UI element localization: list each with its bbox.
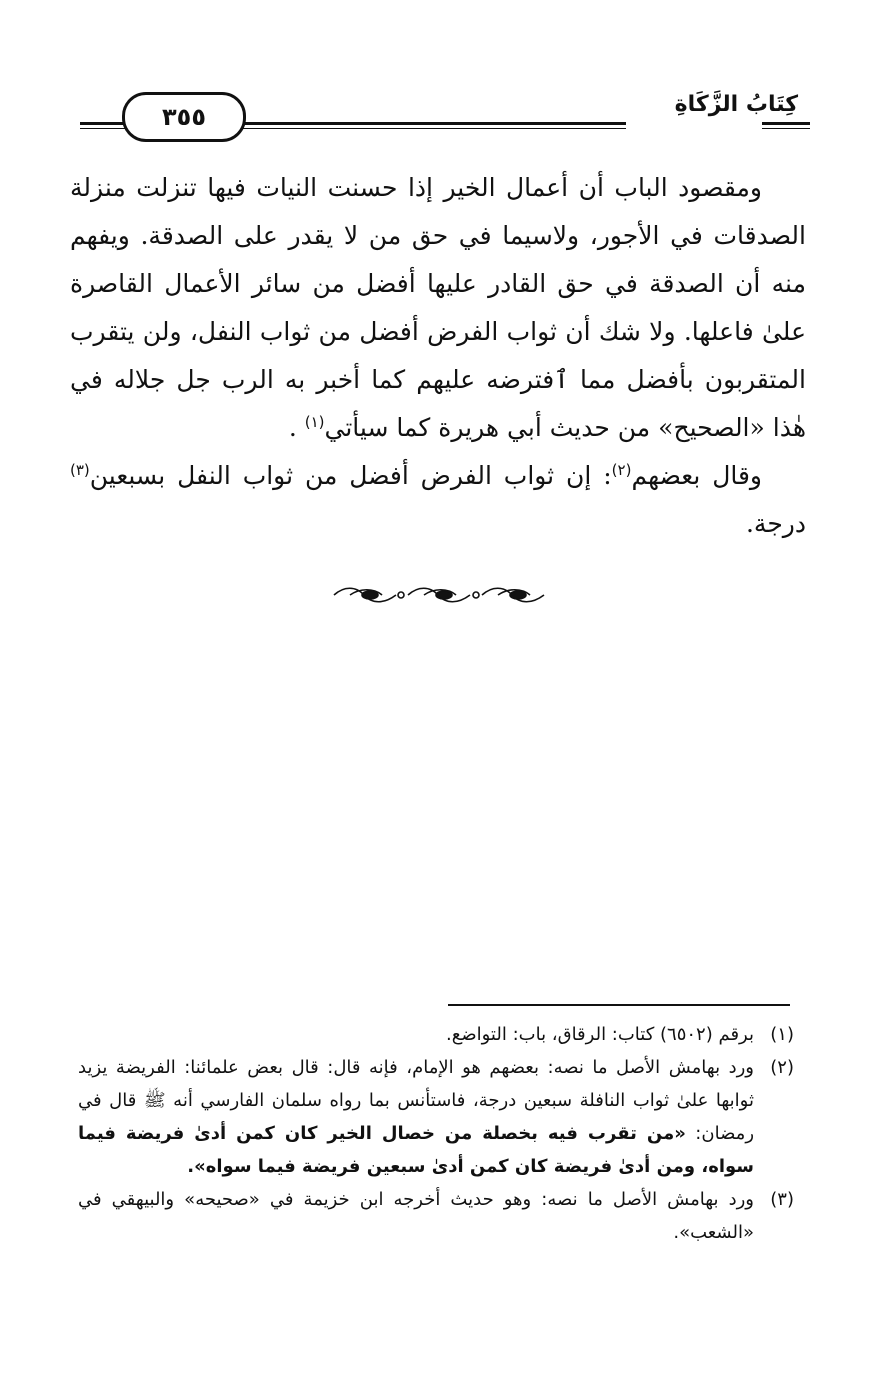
header-rule-left xyxy=(80,122,126,125)
main-text xyxy=(70,164,806,548)
text-line: جلاله في هٰذا «الصحيح» من حديث أبي هريرة كما سيأتي xyxy=(70,365,806,442)
footnote-2 xyxy=(78,1051,794,1183)
text-line: : إن ثواب الفرض أفضل من ثواب النفل بسبعين xyxy=(89,461,612,490)
footnote-text: برقم (٦٥٠٢) كتاب: الرقاق، باب: التواضع. xyxy=(446,1024,754,1045)
page-header xyxy=(80,88,810,148)
sentence-end: . xyxy=(288,413,305,442)
header-rule-middle-thin xyxy=(238,128,626,129)
footnote-text: ورد بهامش الأصل ما نصه: وهو حديث أخرجه ابن خزيمة في «صحيحه» والبيهقي في «الشعب». xyxy=(78,1189,754,1243)
header-rule-right xyxy=(762,122,810,125)
header-rule-left-thin xyxy=(80,128,126,129)
text-line: يتقرب المتقربون بأفضل مما ٱفترضه عليهم كما أخبر به الرب جل xyxy=(70,317,806,394)
footnote-separator xyxy=(448,1004,790,1006)
ornament-divider xyxy=(330,582,550,608)
header-rule-middle xyxy=(238,122,626,125)
footnote-number: (٢) xyxy=(770,1057,794,1078)
footnote-ref-1[interactable]: (١) xyxy=(304,413,325,431)
text-line: ومقصود الباب أن أعمال الخير إذا حسنت النيات فيها تنزلت منزلة xyxy=(70,173,762,202)
text-line: وقال بعضهم xyxy=(631,461,762,490)
text-line: منه أن الصدقة في حق القادر عليها أفضل من سائر الأعمال القاصرة xyxy=(70,269,806,298)
text-line: درجة. xyxy=(745,509,806,538)
text-line: الصدقات في الأجور، ولاسيما في حق من لا يقدر على الصدقة. ويفهم xyxy=(70,221,806,250)
footnote-text: ورد بهامش الأصل ما نصه: بعضهم هو الإمام، فإنه قال: قال بعض علمائنا: الفريضة يزيد ثوابها علىٰ ثواب النافلة سبعين درجة، فاستأنس بما رواه سلمان الفارسي أنه ﷺ قال في رمضان: xyxy=(78,1057,755,1144)
footnote-number: (١) xyxy=(770,1024,794,1045)
footnote-ref-2[interactable]: (٢) xyxy=(611,461,632,479)
footnote-1 xyxy=(78,1018,794,1051)
page-number: ٣٥٥ xyxy=(122,92,246,142)
footnote-text-wrap xyxy=(78,1051,754,1183)
paragraph-1 xyxy=(70,164,806,452)
footnotes xyxy=(78,1018,794,1249)
footnote-3 xyxy=(78,1183,794,1249)
footnote-number: (٣) xyxy=(770,1189,794,1210)
text-line: علىٰ فاعلها. ولا شك أن ثواب الفرض أفضل من ثواب النفل، ولن xyxy=(142,317,806,346)
hadith-quote: «من تقرب فيه بخصلة من خصال الخير كان كمن أدىٰ فريضة فيما سواه، ومن أدىٰ فريضة كان كمن أدىٰ سبعين فريضة فيما سواه». xyxy=(78,1123,754,1177)
footnote-ref-3[interactable]: (٣) xyxy=(70,461,90,479)
chapter-title: كِتَابُ الزَّكَاةِ xyxy=(674,92,798,117)
paragraph-2 xyxy=(70,452,806,548)
header-rule-right-thin xyxy=(762,128,810,129)
